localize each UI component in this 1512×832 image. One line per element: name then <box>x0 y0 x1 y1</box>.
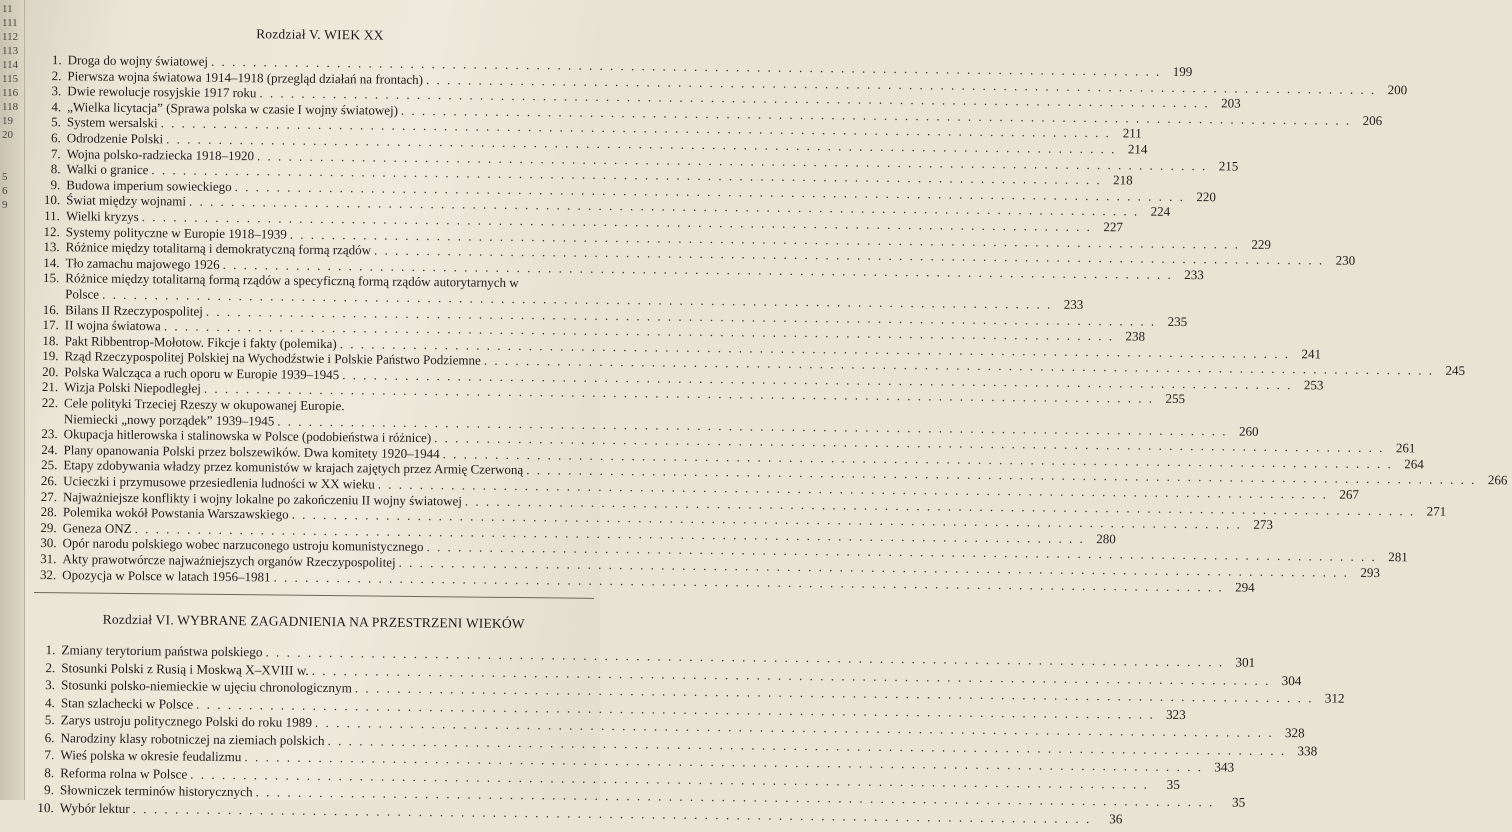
toc-entry-page: 215 <box>1210 158 1238 174</box>
toc-entry-title: Wieś polska w okresie feudalizmu <box>60 746 241 765</box>
toc-entry-page: 293 <box>1352 565 1380 581</box>
toc-entry-number: 22. <box>36 395 58 411</box>
toc-entry-page: 230 <box>1327 253 1355 269</box>
toc-entry-title: „Wielka licytacja” (Sprawa polska w czasie I wojny światowej) <box>67 99 398 118</box>
toc-entry-page: 271 <box>1418 503 1446 519</box>
toc-entry-number: 12. <box>38 224 60 240</box>
toc-entry-number: 28. <box>35 504 57 520</box>
margin-number: 112 <box>2 32 18 43</box>
toc-entry-number: 16. <box>37 301 59 317</box>
margin-number: 116 <box>2 88 18 99</box>
toc-entry-page: 200 <box>1379 82 1407 98</box>
toc-entry-number: 9. <box>32 781 54 799</box>
toc-entry-page: 233 <box>1176 267 1204 283</box>
toc-entry-number: 4. <box>33 694 55 712</box>
toc-entry-title: Świat między wojnami <box>66 193 186 210</box>
toc-entry-title: Stosunki polsko-niemieckie w ujęciu chronologicznym <box>61 676 352 697</box>
toc-entry-number: 18. <box>37 333 59 349</box>
toc-entry-page: 238 <box>1117 328 1145 344</box>
toc-entry-title: Tło zamachu majowego 1926 <box>65 255 219 272</box>
toc-entry-title: Systemy polityczne w Europie 1918–1939 <box>66 224 287 242</box>
toc-entry-title: Wielki kryzys <box>66 208 139 224</box>
section-divider <box>34 592 594 599</box>
toc-entry-title: Bilans II Rzeczypospolitej <box>65 302 203 319</box>
toc-entry-page: 211 <box>1114 126 1142 142</box>
toc-entry-page: 267 <box>1331 487 1359 503</box>
toc-entry-number: 6. <box>39 130 61 146</box>
toc-entry-page: 281 <box>1380 549 1408 565</box>
toc-entry-title: II wojna światowa <box>65 317 161 334</box>
toc-entry-number: 24. <box>35 442 57 458</box>
toc-entry-title: Opór narodu polskiego wobec narzuconego ustroju komunistycznego <box>62 536 423 555</box>
toc-entry-page: 338 <box>1289 742 1317 760</box>
toc-entry-title: Droga do wojny światowej <box>68 52 209 69</box>
toc-entry-title: Opozycja w Polsce w latach 1956–1981 <box>62 567 270 585</box>
toc-entry-number: 19. <box>36 348 58 364</box>
toc-entry-title: Stosunki Polski z Rusią i Moskwą X–XVIII w. <box>61 659 309 679</box>
toc-entry-page: 312 <box>1316 690 1344 708</box>
toc-entry-number: 1. <box>33 641 55 659</box>
toc-entry-page: 220 <box>1188 189 1216 205</box>
toc-entry-number: 13. <box>38 239 60 255</box>
toc-entry-title: Polska Walcząca a ruch oporu w Europie 1939–1945 <box>64 364 339 382</box>
toc-entry-page: 255 <box>1157 391 1185 407</box>
toc-entry-page: 294 <box>1227 579 1255 595</box>
toc-entry-number: 20. <box>36 364 58 380</box>
toc-entry-number: 30. <box>34 535 56 551</box>
toc-entry-title: Różnice między totalitarną formą rządów a specyficzną formą rządów autorytarnych w <box>65 271 518 291</box>
toc-entry-number: 29. <box>35 520 57 536</box>
toc-entry-number: 3. <box>33 676 55 694</box>
margin-number: 20 <box>2 130 13 141</box>
toc-entry-number: 3. <box>39 83 61 99</box>
toc-entry-title: Okupacja hitlerowska i stalinowska w Polsce (podobieństwa i różnice) <box>64 427 432 446</box>
toc-entry-page: 260 <box>1230 423 1258 439</box>
margin-number: 113 <box>2 46 18 57</box>
chapter-5-list <box>34 52 600 588</box>
toc-entry-number: 8. <box>32 764 54 782</box>
margin-number: 114 <box>2 60 18 71</box>
toc-entry-page: 218 <box>1105 172 1133 188</box>
toc-entry-page: 328 <box>1277 724 1305 742</box>
toc-entry-number: 31. <box>34 551 56 567</box>
toc-entry-title: Etapy zdobywania władzy przez komunistów w krajach zajętych przez Armię Czerwoną <box>63 458 523 478</box>
chapter-6-list <box>32 641 594 822</box>
toc-entry-page: 235 <box>1159 313 1187 329</box>
toc-entry-title: Cele polityki Trzeciej Rzeszy w okupowanej Europie. <box>64 395 345 414</box>
toc-entry-number: 8. <box>38 161 60 177</box>
toc-entry-title: Pakt Ribbentrop-Mołotow. Fikcje i fakty (polemika) <box>65 333 337 351</box>
margin-number: 115 <box>2 74 18 85</box>
margin-number: 11 <box>2 4 13 15</box>
toc-entry-title: Zarys ustroju politycznego Polski do roku 1989 <box>61 711 312 731</box>
toc-entry-number: 2. <box>39 68 61 84</box>
table-of-contents <box>32 24 600 822</box>
toc-entry-title: Odrodzenie Polski <box>67 130 164 147</box>
toc-entry-number: 26. <box>35 473 57 489</box>
toc-entry-number: 10. <box>32 799 54 817</box>
toc-entry-number: 1. <box>40 52 62 68</box>
toc-entry-page: 35 <box>1152 775 1180 793</box>
toc-entry-title: Różnice między totalitarną i demokratyczną formą rządów <box>66 239 372 258</box>
toc-entry-title: Akty prawotwórcze najważniejszych organów Rzeczypospolitej <box>62 551 395 570</box>
toc-entry-title: Dwie rewolucje rosyjskie 1917 roku <box>67 83 256 101</box>
toc-entry-title: Stan szlachecki w Polsce <box>61 694 193 713</box>
toc-entry-title: Budowa imperium sowieckiego <box>66 177 232 194</box>
toc-entry-title: Niemiecki „nowy porządek” 1939–1945 <box>64 411 275 429</box>
toc-entry-number: 5. <box>33 711 55 729</box>
toc-entry-page: 301 <box>1227 654 1255 672</box>
toc-entry-page: 206 <box>1354 113 1382 129</box>
toc-entry-page: 229 <box>1243 236 1271 252</box>
toc-entry-title: System wersalski <box>67 115 158 132</box>
toc-entry-title: Wojna polsko-radziecka 1918–1920 <box>67 146 255 164</box>
toc-entry-page: 273 <box>1245 517 1273 533</box>
facing-page-edge <box>0 0 25 800</box>
toc-entry-number: 2. <box>33 659 55 677</box>
toc-entry-title: Plany opanowania Polski przez bolszewików. Dwa komitety 1920–1944 <box>63 442 439 462</box>
toc-entry-number: 14. <box>37 255 59 271</box>
margin-number: 19 <box>2 116 13 127</box>
toc-entry-title: Wybór lektur <box>60 799 130 817</box>
toc-entry-page: 280 <box>1088 531 1116 547</box>
toc-entry-number: 23. <box>36 426 58 442</box>
toc-entry-title: Polsce <box>65 286 99 302</box>
margin-number: 6 <box>2 186 8 197</box>
toc-entry-page: 323 <box>1158 705 1186 723</box>
toc-entry-title: Pierwsza wojna światowa 1914–1918 (przegląd działań na frontach) <box>67 68 423 87</box>
toc-entry-number: 21. <box>36 379 58 395</box>
margin-number: 9 <box>2 200 8 211</box>
toc-entry-number: 32. <box>34 567 56 583</box>
toc-entry-page: 264 <box>1396 456 1424 472</box>
toc-entry-title: Wizja Polski Niepodległej <box>64 380 201 397</box>
toc-entry-number: 5. <box>39 114 61 130</box>
toc-entry-page: 224 <box>1142 204 1170 220</box>
toc-entry-page: 199 <box>1164 64 1192 80</box>
toc-entry-title: Słowniczek terminów historycznych <box>60 781 253 801</box>
toc-entry-number: 27. <box>35 489 57 505</box>
toc-entry-page: 36 <box>1094 810 1122 828</box>
book-page <box>0 0 600 800</box>
toc-entry-number: 11. <box>38 208 60 224</box>
toc-entry-title: Walki o granice <box>66 161 148 177</box>
toc-entry-page: 214 <box>1119 141 1147 157</box>
toc-entry-title: Ucieczki i przymusowe przesiedlenia ludności w XX wieku <box>63 473 375 492</box>
margin-number: 5 <box>2 172 8 183</box>
toc-entry-page: 35 <box>1217 794 1245 812</box>
toc-entry-title: Zmiany terytorium państwa polskiego <box>61 641 262 661</box>
chapter-5-heading: Rozdział V. WIEK XX <box>40 24 600 46</box>
toc-entry-page: 261 <box>1387 440 1415 456</box>
toc-entry-page: 245 <box>1437 363 1465 379</box>
toc-entry-page: 227 <box>1095 219 1123 235</box>
toc-entry-number: 17. <box>37 317 59 333</box>
toc-entry-page: 241 <box>1293 346 1321 362</box>
toc-entry-title: Geneza ONZ <box>63 520 132 536</box>
toc-entry-number: 7. <box>39 146 61 162</box>
margin-number: 111 <box>2 18 18 29</box>
margin-number: 118 <box>2 102 18 113</box>
toc-entry-page: 343 <box>1206 758 1234 776</box>
chapter-6-heading: Rozdział VI. WYBRANE ZAGADNIENIA NA PRZESTRZENI WIEKÓW <box>34 611 594 633</box>
toc-entry-number: 15. <box>37 270 59 286</box>
toc-entry-title: Najważniejsze konflikty i wojny lokalne po zakończeniu II wojny światowej <box>63 489 462 509</box>
toc-entry-number: 9. <box>38 177 60 193</box>
toc-entry-title: Polemika wokół Powstania Warszawskiego <box>63 504 289 522</box>
toc-entry-page: 304 <box>1273 672 1301 690</box>
toc-entry-title: Narodziny klasy robotniczej na ziemiach polskich <box>60 729 324 749</box>
toc-entry-number: 4. <box>39 99 61 115</box>
toc-entry-number: 7. <box>32 746 54 764</box>
toc-entry-page: 266 <box>1479 473 1507 489</box>
toc-entry-number: 10. <box>38 192 60 208</box>
toc-entry-page: 203 <box>1213 95 1241 111</box>
toc-entry-title: Rząd Rzeczypospolitej Polskiej na Wychodźstwie i Polskie Państwo Podziemne <box>64 349 480 369</box>
toc-entry-number: 6. <box>32 729 54 747</box>
toc-entry-title: Reforma rolna w Polsce <box>60 764 187 783</box>
toc-entry-number: 25. <box>35 457 57 473</box>
toc-entry-page: 233 <box>1055 297 1083 313</box>
toc-entry-page: 253 <box>1295 377 1323 393</box>
